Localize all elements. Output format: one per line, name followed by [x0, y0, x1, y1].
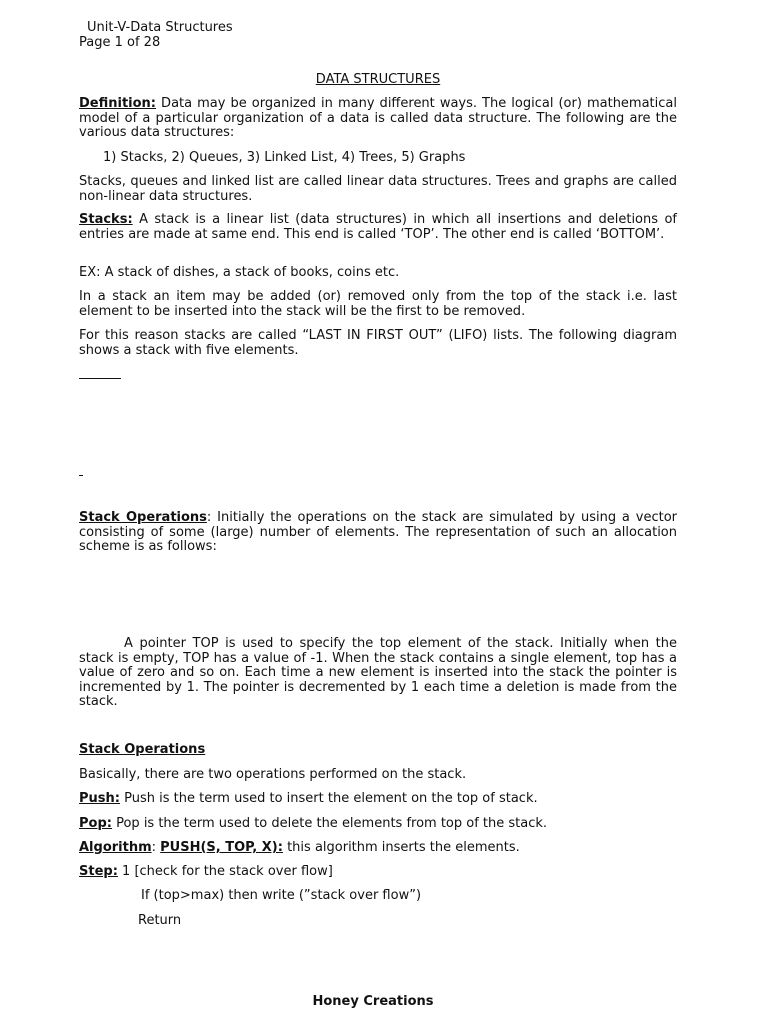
step-label: Step: [79, 864, 118, 879]
example-line: EX: A stack of dishes, a stack of books, coins etc. [79, 265, 400, 280]
step-text: 1 [check for the stack over flow] [117, 864, 333, 879]
stack-operations-intro-label: Stack Operations [79, 510, 207, 525]
code-if-line: If (top>max) then write (”stack over flow”) [141, 888, 422, 903]
pop-label: Pop: [79, 816, 112, 831]
stacks-text: A stack is a linear list (data structures) in which all insertions and deletions of entries are made at same end. This end is called ‘TOP’. The other end is called ‘BOTTOM’. [79, 212, 677, 242]
stack-operations-intro-paragraph [79, 511, 677, 555]
pointer-paragraph: A pointer TOP is used to specify the top element of the stack. Initially when the stack is empty, TOP has a value of -1. When the stack contains a single element, top has a value of zero and so on. Each time a new element is inserted into the stack the pointer is incremented by 1. The pointer is decremented by 1 each time a deletion is made from the stack. [79, 636, 677, 709]
algorithm-text: this algorithm inserts the elements. [282, 840, 520, 855]
stacks-paragraph [79, 213, 677, 242]
diagram-placeholder-mark [79, 475, 83, 476]
push-line [79, 791, 538, 806]
definition-paragraph [79, 97, 677, 141]
stack-operations-heading: Stack Operations [79, 742, 206, 757]
algorithm-label: Algorithm [79, 840, 152, 855]
stack-operations-intro-text: : Initially the operations on the stack are simulated by using a vector consisting of some (large) number of elements. The representation of such an allocation scheme is as follows: [79, 510, 677, 554]
diagram-placeholder-line [79, 378, 121, 379]
push-text: Push is the term used to insert the element on the top of stack. [119, 791, 538, 806]
document-title: DATA STRUCTURES [315, 72, 441, 87]
header-unit: Unit-V-Data Structures [87, 20, 233, 35]
header-page-number: Page 1 of 28 [79, 35, 161, 50]
stacks-label: Stacks: [79, 212, 133, 227]
step-line [79, 864, 333, 879]
linear-paragraph: Stacks, queues and linked list are called linear data structures. Trees and graphs are called non-linear data structures. [79, 174, 677, 204]
pop-text: Pop is the term used to delete the elements from top of the stack. [111, 816, 548, 831]
pop-line [79, 816, 547, 831]
push-label: Push: [79, 791, 120, 806]
basic-operations-line: Basically, there are two operations performed on the stack. [79, 767, 467, 782]
top-paragraph: In a stack an item may be added (or) removed only from the top of the stack i.e. last element to be inserted into the stack will be the first to be removed. [79, 289, 677, 319]
code-return-line: Return [138, 913, 182, 928]
lifo-paragraph: For this reason stacks are called “LAST IN FIRST OUT” (LIFO) lists. The following diagram shows a stack with five elements. [79, 328, 677, 358]
algorithm-line [79, 840, 520, 855]
algorithm-colon: : [151, 840, 161, 855]
definition-text: Data may be organized in many different ways. The logical (or) mathematical model of a particular organization of a data is called data structure. The following are the various data structures: [79, 96, 677, 140]
definition-label: Definition: [79, 96, 157, 111]
footer-text: Honey Creations [312, 994, 434, 1009]
document-page [79, 0, 677, 1024]
structures-list: 1) Stacks, 2) Queues, 3) Linked List, 4) Trees, 5) Graphs [103, 150, 466, 165]
algorithm-signature: PUSH(S, TOP, X): [160, 840, 283, 855]
